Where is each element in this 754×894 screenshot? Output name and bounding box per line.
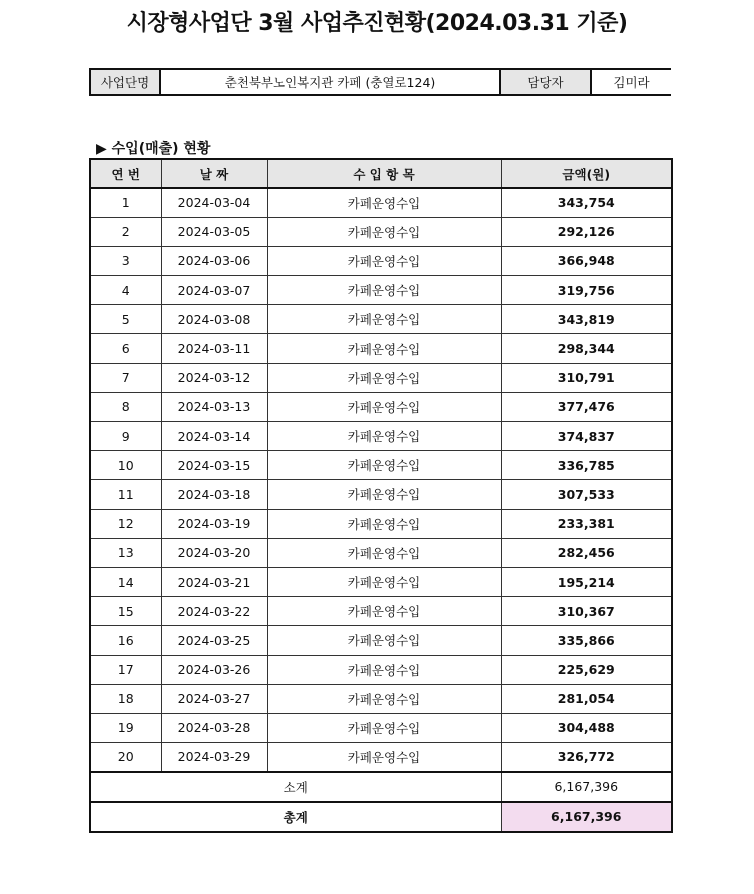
subtotal-row — [90, 772, 672, 802]
cell-date: 2024-03-14 — [161, 422, 267, 451]
cell-no: 20 — [90, 743, 161, 772]
cell-date: 2024-03-13 — [161, 392, 267, 421]
cell-item: 카페운영수입 — [267, 655, 501, 684]
cell-date: 2024-03-07 — [161, 276, 267, 305]
cell-date: 2024-03-22 — [161, 597, 267, 626]
table-row — [90, 188, 672, 217]
cell-no: 2 — [90, 217, 161, 246]
cell-date: 2024-03-05 — [161, 217, 267, 246]
cell-amount: 336,785 — [501, 451, 672, 480]
cell-item: 카페운영수입 — [267, 334, 501, 363]
cell-date: 2024-03-06 — [161, 246, 267, 275]
cell-no: 19 — [90, 713, 161, 742]
cell-item: 카페운영수입 — [267, 188, 501, 217]
cell-amount: 377,476 — [501, 392, 672, 421]
cell-item: 카페운영수입 — [267, 422, 501, 451]
cell-no: 13 — [90, 538, 161, 567]
cell-amount: 298,344 — [501, 334, 672, 363]
cell-date: 2024-03-19 — [161, 509, 267, 538]
table-row — [90, 509, 672, 538]
cell-amount: 335,866 — [501, 626, 672, 655]
cell-amount: 304,488 — [501, 713, 672, 742]
manager-label: 담당자 — [500, 69, 591, 95]
cell-no: 4 — [90, 276, 161, 305]
cell-item: 카페운영수입 — [267, 363, 501, 392]
cell-item: 카페운영수입 — [267, 217, 501, 246]
table-header-row — [90, 159, 672, 188]
cell-item: 카페운영수입 — [267, 684, 501, 713]
cell-item: 카페운영수입 — [267, 451, 501, 480]
cell-date: 2024-03-26 — [161, 655, 267, 684]
cell-amount: 374,837 — [501, 422, 672, 451]
table-row — [90, 305, 672, 334]
cell-date: 2024-03-28 — [161, 713, 267, 742]
cell-amount: 292,126 — [501, 217, 672, 246]
cell-amount: 281,054 — [501, 684, 672, 713]
subtotal-label: 소계 — [90, 772, 501, 802]
subtotal-value: 6,167,396 — [501, 772, 672, 802]
total-row — [90, 802, 672, 832]
header-date: 날 짜 — [161, 159, 267, 188]
cell-date: 2024-03-25 — [161, 626, 267, 655]
cell-amount: 195,214 — [501, 567, 672, 596]
cell-date: 2024-03-08 — [161, 305, 267, 334]
cell-date: 2024-03-15 — [161, 451, 267, 480]
table-row — [90, 334, 672, 363]
business-name-label: 사업단명 — [90, 69, 160, 95]
table-row — [90, 392, 672, 421]
cell-date: 2024-03-12 — [161, 363, 267, 392]
cell-item: 카페운영수입 — [267, 713, 501, 742]
revenue-table — [89, 158, 673, 833]
section-title: ▶ 수입(매출) 현황 — [96, 141, 211, 157]
cell-amount: 343,819 — [501, 305, 672, 334]
table-row — [90, 743, 672, 772]
cell-item: 카페운영수입 — [267, 743, 501, 772]
table-row — [90, 626, 672, 655]
header-amount: 금액(원) — [501, 159, 672, 188]
cell-date: 2024-03-27 — [161, 684, 267, 713]
cell-item: 카페운영수입 — [267, 538, 501, 567]
cell-no: 9 — [90, 422, 161, 451]
manager-name-value: 김미라 — [591, 69, 671, 95]
cell-date: 2024-03-21 — [161, 567, 267, 596]
business-name-value: 춘천북부노인복지관 카페 (충열로124) — [160, 69, 500, 95]
cell-amount: 319,756 — [501, 276, 672, 305]
table-row — [90, 597, 672, 626]
cell-amount: 310,367 — [501, 597, 672, 626]
cell-item: 카페운영수입 — [267, 276, 501, 305]
cell-no: 11 — [90, 480, 161, 509]
table-row — [90, 655, 672, 684]
cell-date: 2024-03-04 — [161, 188, 267, 217]
table-row — [90, 422, 672, 451]
table-row — [90, 684, 672, 713]
cell-no: 18 — [90, 684, 161, 713]
cell-amount: 282,456 — [501, 538, 672, 567]
cell-amount: 310,791 — [501, 363, 672, 392]
cell-item: 카페운영수입 — [267, 305, 501, 334]
table-row — [90, 538, 672, 567]
cell-amount: 233,381 — [501, 509, 672, 538]
cell-no: 15 — [90, 597, 161, 626]
cell-item: 카페운영수입 — [267, 246, 501, 275]
cell-no: 5 — [90, 305, 161, 334]
cell-no: 16 — [90, 626, 161, 655]
table-row — [90, 276, 672, 305]
cell-item: 카페운영수입 — [267, 567, 501, 596]
business-info-table — [89, 68, 671, 96]
header-no: 연 번 — [90, 159, 161, 188]
table-row — [90, 713, 672, 742]
cell-no: 3 — [90, 246, 161, 275]
table-row — [90, 246, 672, 275]
cell-no: 1 — [90, 188, 161, 217]
total-label: 총계 — [90, 802, 501, 832]
cell-item: 카페운영수입 — [267, 480, 501, 509]
cell-date: 2024-03-20 — [161, 538, 267, 567]
cell-no: 7 — [90, 363, 161, 392]
table-row — [90, 567, 672, 596]
cell-date: 2024-03-11 — [161, 334, 267, 363]
cell-no: 12 — [90, 509, 161, 538]
table-row — [90, 363, 672, 392]
page-title: 시장형사업단 3월 사업추진현황(2024.03.31 기준) — [126, 11, 628, 36]
cell-amount: 225,629 — [501, 655, 672, 684]
cell-amount: 343,754 — [501, 188, 672, 217]
cell-amount: 307,533 — [501, 480, 672, 509]
cell-item: 카페운영수입 — [267, 597, 501, 626]
cell-no: 17 — [90, 655, 161, 684]
cell-amount: 366,948 — [501, 246, 672, 275]
table-row — [90, 480, 672, 509]
cell-item: 카페운영수입 — [267, 626, 501, 655]
cell-amount: 326,772 — [501, 743, 672, 772]
table-row — [90, 217, 672, 246]
cell-date: 2024-03-29 — [161, 743, 267, 772]
cell-item: 카페운영수입 — [267, 509, 501, 538]
cell-no: 14 — [90, 567, 161, 596]
cell-item: 카페운영수입 — [267, 392, 501, 421]
cell-no: 6 — [90, 334, 161, 363]
header-item: 수 입 항 목 — [267, 159, 501, 188]
cell-no: 8 — [90, 392, 161, 421]
table-row — [90, 451, 672, 480]
cell-no: 10 — [90, 451, 161, 480]
total-value: 6,167,396 — [501, 802, 672, 832]
cell-date: 2024-03-18 — [161, 480, 267, 509]
